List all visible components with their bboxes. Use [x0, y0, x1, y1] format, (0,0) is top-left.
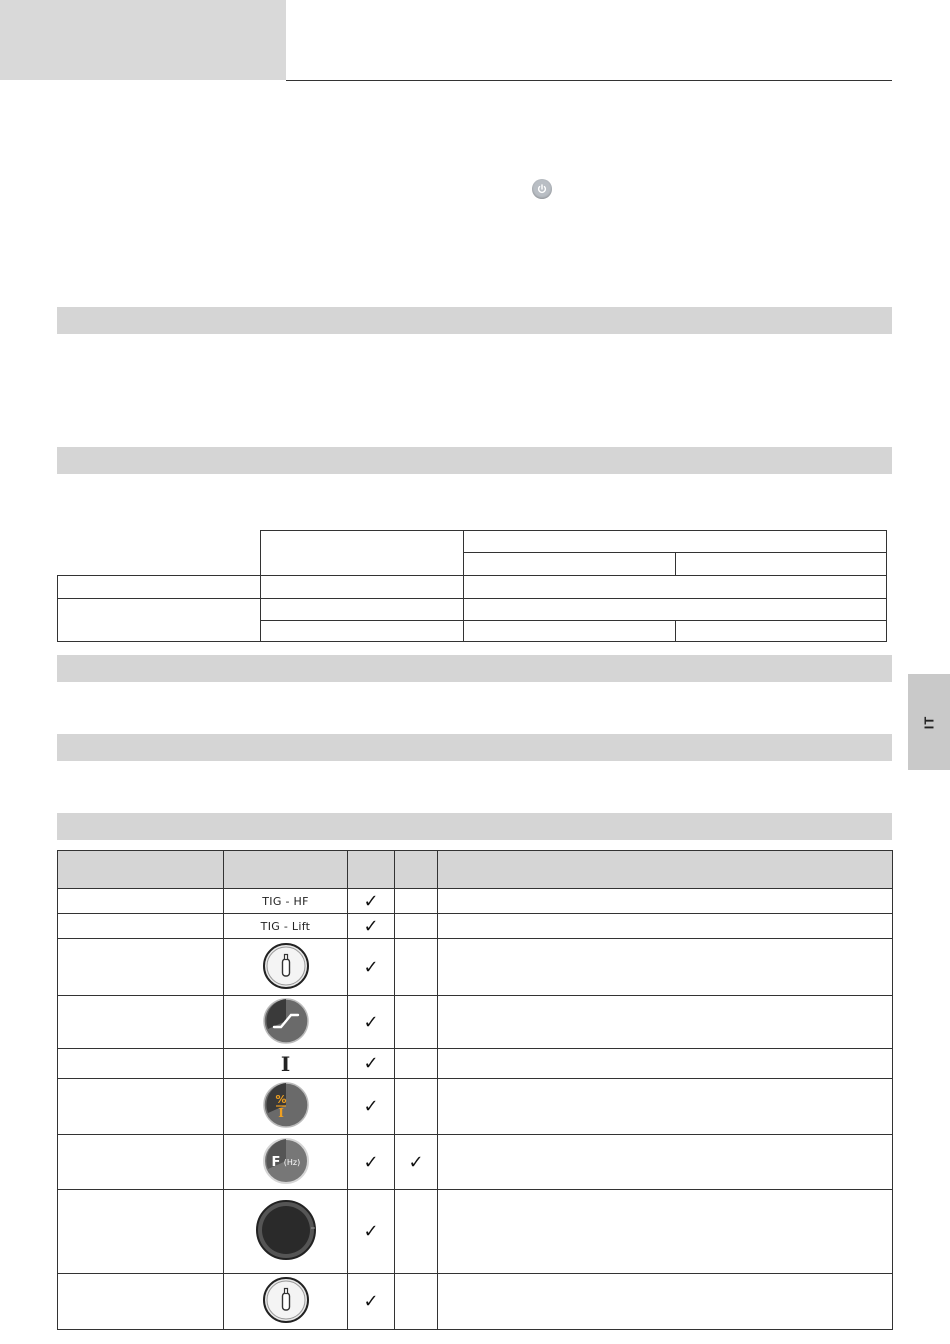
check-mark: ✓ — [363, 890, 379, 912]
table-cell — [58, 889, 224, 914]
check-mark: ✓ — [363, 956, 379, 978]
mode-label: TIG - Lift — [260, 920, 311, 933]
table-cell — [438, 1274, 893, 1330]
table-cell — [58, 1190, 224, 1274]
table-cell — [438, 889, 893, 914]
table-cell — [463, 620, 676, 642]
table-cell — [260, 598, 464, 621]
section-bar — [57, 813, 892, 840]
table-cell — [438, 1190, 893, 1274]
table-row — [58, 914, 893, 939]
table-cell — [463, 575, 887, 599]
table-cell — [438, 1049, 893, 1079]
table-cell — [675, 552, 887, 576]
table-cell — [348, 996, 395, 1049]
svg-text:I: I — [277, 1106, 284, 1120]
table-header-row — [58, 851, 893, 889]
table-row — [58, 1190, 893, 1274]
dark-knob-icon — [255, 1199, 317, 1261]
table-cell — [438, 1079, 893, 1135]
table-cell — [395, 889, 438, 914]
table-cell — [348, 1190, 395, 1274]
table-cell — [260, 620, 464, 642]
header-cell — [438, 851, 893, 889]
check-mark: ✓ — [363, 1151, 379, 1173]
section-bar — [57, 307, 892, 334]
table-cell — [463, 552, 676, 576]
mode-label: TIG - HF — [262, 895, 309, 908]
table-cell — [395, 1190, 438, 1274]
current-icon: I — [280, 1051, 291, 1076]
svg-text:%: % — [274, 1093, 287, 1106]
table-cell — [224, 1049, 348, 1079]
table-cell — [463, 530, 887, 553]
table-row — [58, 996, 893, 1049]
table-cell — [58, 1274, 224, 1330]
table-cell — [348, 939, 395, 996]
table-cell — [438, 996, 893, 1049]
percent-current-icon — [262, 1081, 310, 1129]
table-cell — [57, 598, 261, 642]
check-mark: ✓ — [363, 1096, 379, 1117]
table-cell — [675, 620, 887, 642]
table-cell — [395, 1079, 438, 1135]
table-cell — [348, 1135, 395, 1190]
table-cell — [395, 939, 438, 996]
table-cell — [58, 939, 224, 996]
table-cell — [57, 575, 261, 599]
table-cell — [224, 914, 348, 939]
header-cell — [395, 851, 438, 889]
table-cell — [348, 1274, 395, 1330]
table-cell — [463, 598, 887, 621]
svg-text:(Hz): (Hz) — [283, 1157, 300, 1167]
table-cell — [260, 530, 464, 576]
table-cell — [348, 889, 395, 914]
table-row — [58, 939, 893, 996]
table-cell — [395, 996, 438, 1049]
power-icon — [532, 179, 552, 199]
check-mark: ✓ — [408, 1151, 424, 1173]
check-mark: ✓ — [363, 1053, 379, 1074]
header-cell — [348, 851, 395, 889]
check-mark: ✓ — [363, 1221, 379, 1242]
header-cell — [58, 851, 224, 889]
table-row — [58, 1049, 893, 1079]
table-row — [58, 1274, 893, 1330]
table-cell — [395, 1049, 438, 1079]
table-cell — [438, 914, 893, 939]
table-cell — [348, 1079, 395, 1135]
table-cell — [438, 1135, 893, 1190]
table-cell — [395, 1135, 438, 1190]
table-row — [58, 1135, 893, 1190]
section-bar — [57, 655, 892, 682]
header-rule — [286, 80, 892, 81]
gas-cylinder-icon — [262, 1276, 310, 1324]
language-tab-label: IT — [921, 715, 937, 729]
table-cell — [395, 914, 438, 939]
section-bar — [57, 734, 892, 761]
slope-icon — [262, 997, 310, 1045]
controls-table — [57, 850, 893, 1330]
table-cell — [58, 1049, 224, 1079]
check-mark: ✓ — [363, 915, 379, 937]
header-cell — [224, 851, 348, 889]
table-cell — [58, 1135, 224, 1190]
check-mark: ✓ — [363, 1291, 379, 1312]
table-cell — [260, 575, 464, 599]
table-cell — [395, 1274, 438, 1330]
table-row — [58, 1079, 893, 1135]
table-cell — [348, 914, 395, 939]
frequency-icon — [262, 1137, 310, 1185]
gas-cylinder-icon — [262, 942, 310, 990]
table-cell — [58, 996, 224, 1049]
check-mark: ✓ — [363, 1011, 379, 1033]
table-cell — [224, 939, 348, 996]
table-cell — [224, 1190, 348, 1274]
section-bar — [57, 447, 892, 474]
header-corner-block — [0, 0, 286, 80]
table-cell — [224, 889, 348, 914]
table-cell — [438, 939, 893, 996]
table-cell — [224, 1135, 348, 1190]
table-cell — [348, 1049, 395, 1079]
table-cell — [58, 1079, 224, 1135]
table-cell — [224, 996, 348, 1049]
table-cell — [224, 1079, 348, 1135]
table-cell — [224, 1274, 348, 1330]
svg-text:F: F — [271, 1154, 280, 1170]
table-row — [58, 889, 893, 914]
language-tab[interactable] — [908, 674, 950, 770]
table-cell — [58, 914, 224, 939]
